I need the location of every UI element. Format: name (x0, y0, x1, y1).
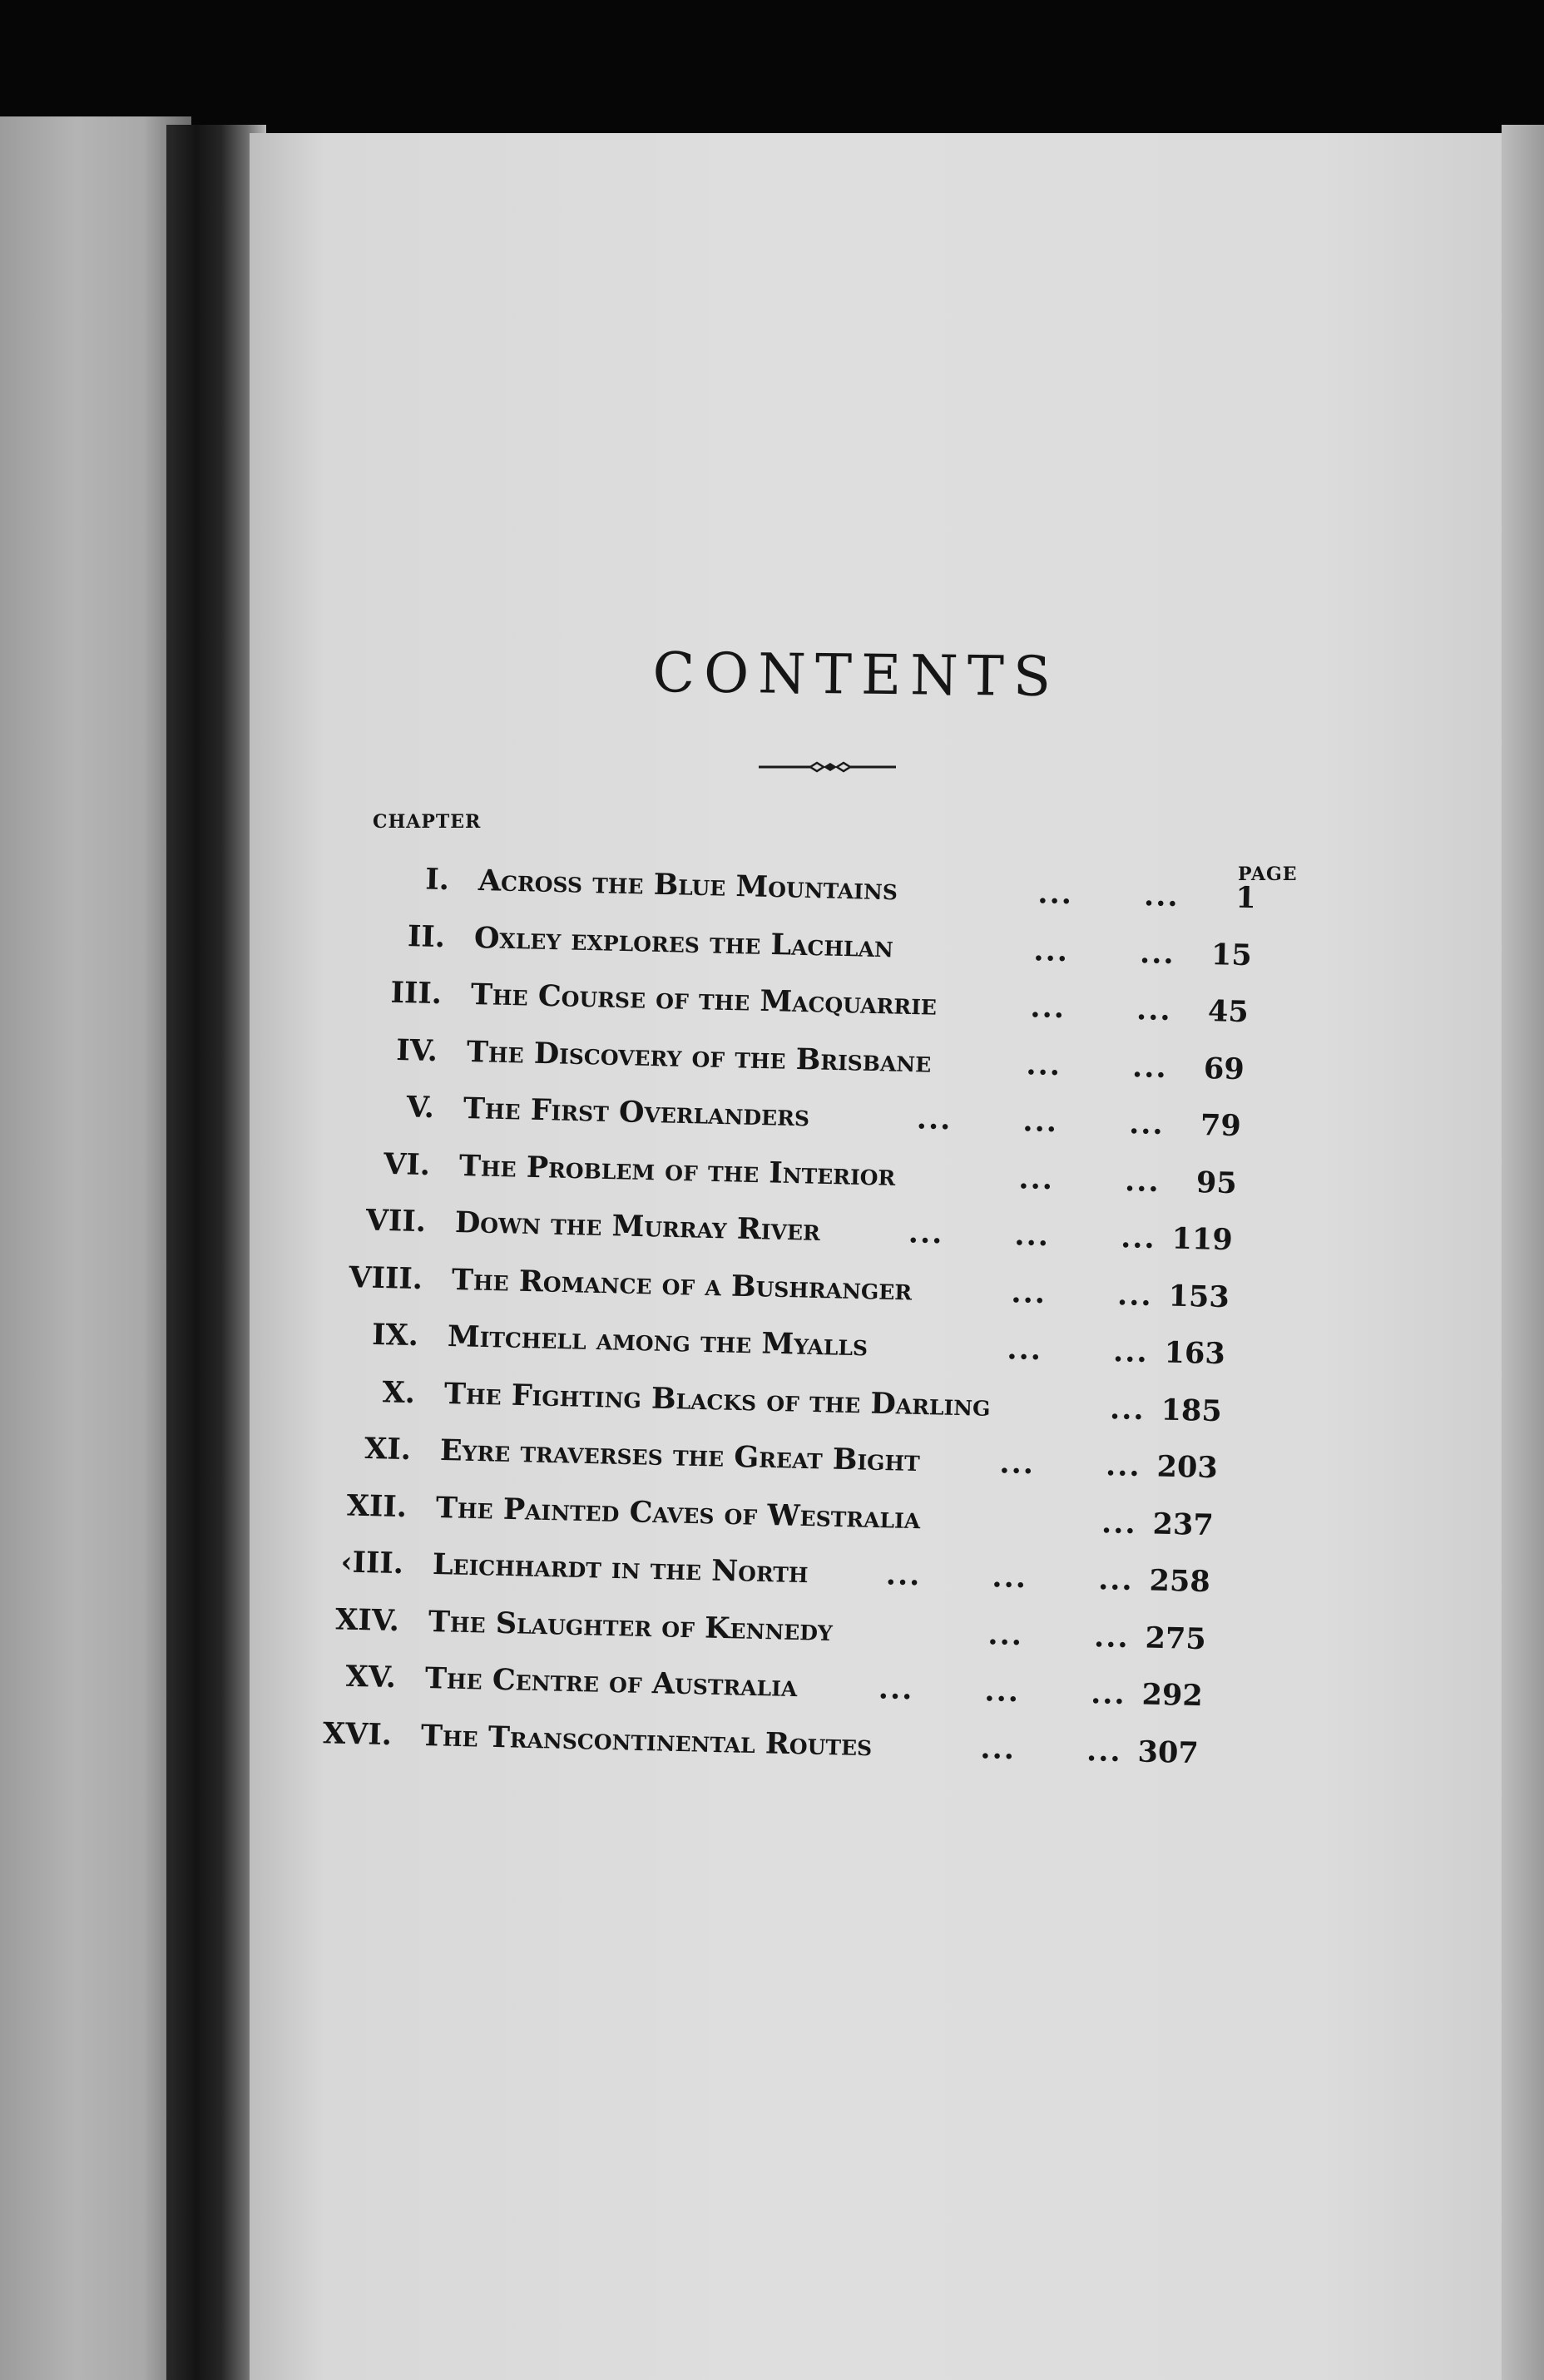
chapter-title: Eyre traverses the Great Bight (439, 1432, 921, 1479)
chapter-number: VI. (383, 1146, 431, 1182)
chapter-title: The Discovery of the Brisbane (466, 1034, 932, 1080)
chapter-title: The Romance of a Bushranger (451, 1262, 913, 1308)
page-number: 119 (1171, 1221, 1234, 1258)
chapter-number: XII. (346, 1488, 408, 1524)
toc-entry (294, 1427, 1293, 1491)
toc-entry (298, 1370, 1297, 1434)
dot-leaders: ... ... ... (908, 1215, 1157, 1256)
chapter-title: The Course of the Macquarrie (470, 977, 938, 1022)
dot-leaders: ... (1109, 1391, 1146, 1427)
chapter-title: The Transcontinental Routes (420, 1718, 873, 1763)
chapter-number: I. (424, 862, 450, 898)
dot-leaders: ... ... (1018, 1160, 1161, 1199)
dot-leaders: ... ... (987, 1616, 1131, 1655)
chapter-column-header: CHAPTER (373, 811, 482, 833)
dot-leaders: ... ... (1011, 1274, 1154, 1313)
chapter-number: VIII. (349, 1259, 423, 1296)
chapter-number: III. (390, 975, 443, 1012)
page-number: 185 (1160, 1393, 1223, 1428)
page-column-header: PAGE (1238, 863, 1298, 885)
page-number: 258 (1149, 1563, 1211, 1600)
dot-leaders: ... ... (980, 1730, 1123, 1769)
toc-entry (324, 971, 1324, 1035)
page-number: 237 (1152, 1507, 1215, 1542)
chapter-number: ‹III. (340, 1545, 404, 1581)
chapter-number: XVI. (322, 1715, 393, 1752)
page-number: 153 (1168, 1279, 1230, 1314)
page-number: 203 (1156, 1449, 1219, 1486)
page-number: 275 (1145, 1620, 1207, 1656)
page-number: 1 (1235, 880, 1257, 916)
toc-entry (320, 1028, 1319, 1092)
dot-leaders: ... ... (1033, 933, 1176, 971)
toc-entry (279, 1655, 1278, 1719)
page-number: 79 (1200, 1108, 1242, 1144)
chapter-number: IV. (395, 1032, 438, 1068)
chapter-title: Across the Blue Mountains (478, 863, 898, 908)
dot-leaders: ... ... ... (916, 1101, 1165, 1142)
toc-entry (286, 1541, 1285, 1605)
toc-entry (309, 1199, 1308, 1263)
chapter-number: VII. (365, 1203, 427, 1239)
page-number: 69 (1203, 1051, 1245, 1086)
toc-entry (275, 1712, 1274, 1776)
chapter-title: Mitchell among the Myalls (447, 1319, 868, 1363)
page-number: 163 (1164, 1335, 1226, 1372)
dot-leaders: ... ... ... (878, 1671, 1127, 1712)
chapter-title: The Painted Caves of Westralia (435, 1490, 921, 1536)
toc-entry (282, 1598, 1281, 1662)
contents-title: CONTENTS (652, 641, 1061, 710)
chapter-title: Down the Murray River (454, 1205, 821, 1248)
dot-leaders: ... ... (1037, 876, 1180, 914)
chapter-title: The Slaughter of Kennedy (428, 1604, 834, 1648)
page-number: 15 (1210, 937, 1253, 972)
dot-leaders: ... ... (999, 1446, 1142, 1484)
toc-entry (317, 1085, 1316, 1149)
chapter-number: V. (406, 1090, 435, 1126)
dot-leaders: ... ... (1007, 1332, 1150, 1370)
chapter-number: IX. (371, 1317, 419, 1353)
toc-entry (313, 1142, 1312, 1206)
chapter-title: The Fighting Blacks of the Darling (443, 1376, 991, 1423)
dot-leaders: ... ... (1026, 1047, 1169, 1085)
dot-leaders: ... ... (1030, 990, 1173, 1028)
dot-leaders: ... (1101, 1505, 1138, 1541)
toc-entry (301, 1313, 1300, 1377)
chapter-title: The Problem of the Interior (458, 1148, 896, 1193)
chapter-title: The First Overlanders (463, 1091, 810, 1134)
chapter-title: Leichhardt in the North (432, 1546, 809, 1591)
page-number: 307 (1137, 1734, 1200, 1770)
chapter-number: XIV. (334, 1601, 400, 1638)
dot-leaders: ... ... ... (885, 1557, 1135, 1598)
chapter-title: The Centre of Australia (424, 1660, 798, 1705)
chapter-number: X. (382, 1374, 416, 1410)
toc-entry (332, 857, 1331, 921)
chapter-number: XI. (364, 1431, 412, 1467)
chapter-number: II. (407, 918, 446, 954)
page-number: 45 (1207, 994, 1250, 1030)
toc-entry (290, 1484, 1289, 1548)
toc-entry (328, 914, 1327, 978)
page-number: 95 (1195, 1165, 1238, 1200)
chapter-title: Oxley explores the Lachlan (473, 920, 894, 964)
page-number: 292 (1141, 1677, 1204, 1714)
toc-entry (305, 1256, 1304, 1320)
chapter-number: XV. (345, 1659, 397, 1695)
